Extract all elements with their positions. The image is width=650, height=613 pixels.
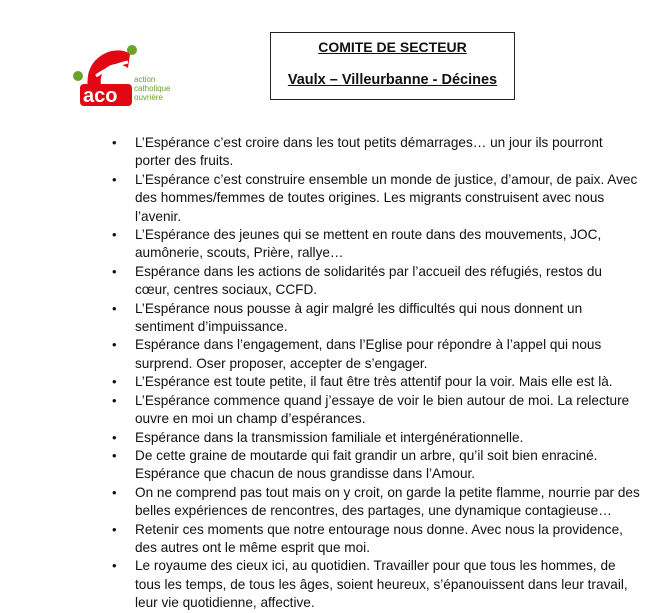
list-item (112, 429, 640, 447)
list-item (112, 134, 640, 171)
header-title: COMITE DE SECTEUR (318, 39, 467, 55)
list-item (112, 263, 640, 300)
list-item-text: Espérance dans les actions de solidarités par l’accueil des réfugiés, restos du cœur, centres sociaux, CCFD. (135, 263, 602, 298)
list-item (112, 447, 640, 484)
hope-list (112, 134, 640, 613)
header-box (270, 32, 515, 100)
bullet-icon: • (112, 484, 117, 500)
svg-text:action: action (134, 75, 156, 84)
bullet-icon: • (112, 374, 117, 390)
list-item-text: L’Espérance c’est croire dans les tout petits démarrages… un jour ils pourront porter des fruits. (135, 135, 603, 169)
bullet-icon: • (112, 392, 117, 408)
list-item (112, 373, 640, 391)
list-item-text: Espérance dans la transmission familiale et intergénérationnelle. (135, 429, 524, 445)
bullet-icon: • (112, 558, 117, 574)
list-item (112, 484, 640, 521)
svg-text:ouvrière: ouvrière (134, 93, 163, 102)
list-item-text: Retenir ces moments que notre entourage nous donne. Avec nous la providence, des autres ont le même esprit que moi. (135, 521, 623, 555)
list-item-text: Espérance dans l’engagement, dans l’Eglise pour répondre à l’appel qui nous surprend. Oser proposer, accepter de s’engager. (135, 337, 602, 371)
list-item (112, 336, 640, 373)
list-item-text: De cette graine de moutarde qui fait grandir un arbre, qu’il soit bien enraciné. Espérance que chacun de nous grandisse dans l’Amour. (135, 447, 598, 482)
list-item-text: L’Espérance des jeunes qui se mettent en route dans des mouvements, JOC, aumônerie, scouts, Prière, rallye… (135, 227, 602, 261)
list-item-text: L’Espérance nous pousse à agir malgré les difficultés qui nous donnent un sentiment d’impuissance. (135, 300, 583, 335)
list-item (112, 171, 640, 226)
list-item-text: L’Espérance commence quand j’essaye de voir le bien autour de moi. La relecture ouvre en moi un champ d’espérances. (135, 392, 630, 427)
list-item-text: L’Espérance est toute petite, il faut être très attentif pour la voir. Mais elle est là. (135, 374, 613, 390)
bullet-icon: • (112, 171, 117, 187)
header-subtitle: Vaulx – Villeurbanne - Décines (287, 72, 498, 88)
list-item-text: L’Espérance c’est construire ensemble un monde de justice, d’amour, de paix. Avec des hommes/femmes de toutes origines. Les migrants construisent avec nous l’avenir. (135, 171, 638, 224)
bullet-icon: • (112, 337, 117, 353)
list-item (112, 392, 640, 429)
bullet-icon: • (112, 300, 117, 316)
bullet-icon: • (112, 227, 117, 243)
aco-logo (70, 38, 190, 118)
bullet-icon: • (112, 135, 117, 150)
list-item-text: On ne comprend pas tout mais on y croit, on garde la petite flamme, nourrie par des belles expériences de rencontres, des partages, une dynamique contagieuse… (135, 484, 640, 519)
list-item-text: Le royaume des cieux ici, au quotidien. Travailler pour que tous les hommes, de tous les temps, de tous les âges, soient heureux, s’épanouissent dans leur travail, leur vie quotidienne, affective. (135, 558, 628, 611)
bullet-icon: • (112, 447, 117, 463)
list-item (112, 521, 640, 558)
bullet-icon: • (112, 429, 117, 445)
svg-text:aco: aco (83, 85, 118, 107)
list-item (112, 300, 640, 337)
svg-text:catholique: catholique (134, 84, 171, 93)
bullet-icon: • (112, 263, 117, 279)
list-item (112, 226, 640, 263)
aco-logo-graphic (70, 38, 200, 118)
list-item (112, 557, 640, 612)
bullet-icon: • (112, 521, 117, 537)
